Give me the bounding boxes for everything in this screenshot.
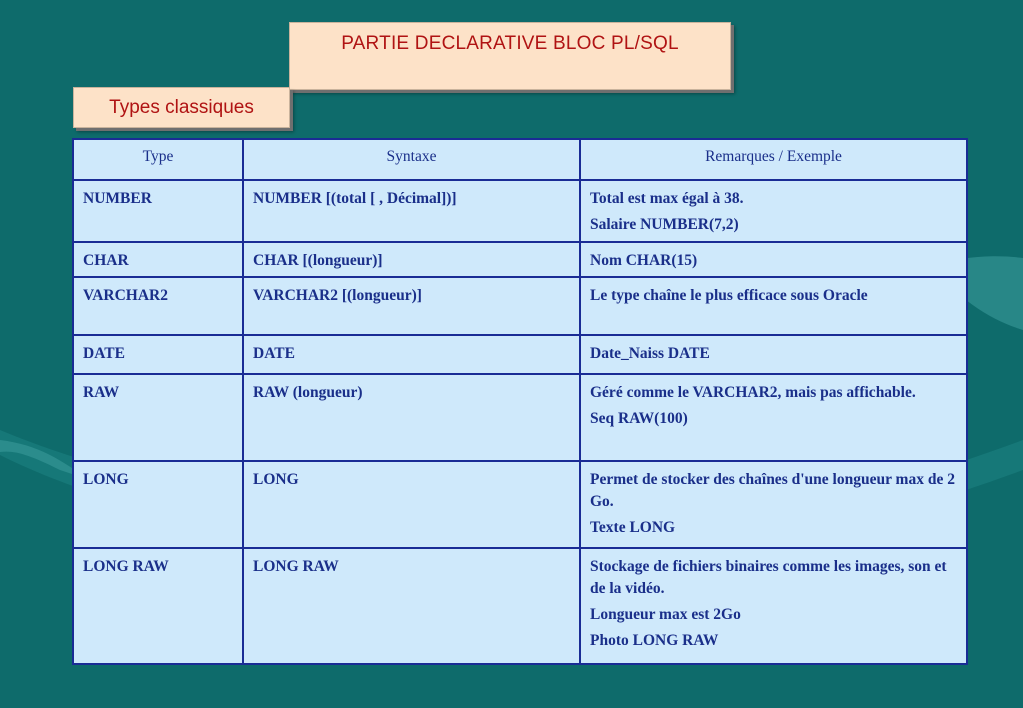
cell-type: VARCHAR2 xyxy=(73,277,243,335)
cell-remarks xyxy=(580,335,967,374)
table-row xyxy=(73,277,967,335)
types-table xyxy=(72,138,968,665)
table-row xyxy=(73,461,967,548)
table-row xyxy=(73,374,967,461)
cell-syntax: RAW (longueur) xyxy=(243,374,580,461)
section-label-box xyxy=(73,87,290,128)
cell-remarks xyxy=(580,277,967,335)
cell-type: CHAR xyxy=(73,242,243,277)
slide-title-box xyxy=(289,22,731,90)
remark-line: Stockage de fichiers binaires comme les images, son et de la vidéo. xyxy=(590,558,947,597)
remark-line: Photo LONG RAW xyxy=(590,632,719,649)
table-row xyxy=(73,180,967,242)
slide-title: PARTIE DECLARATIVE BLOC PL/SQL xyxy=(341,33,679,54)
cell-syntax: LONG RAW xyxy=(243,548,580,664)
cell-remarks xyxy=(580,374,967,461)
column-header-syntax: Syntaxe xyxy=(243,139,580,180)
column-header-type: Type xyxy=(73,139,243,180)
cell-type: LONG RAW xyxy=(73,548,243,664)
remark-line: Texte LONG xyxy=(590,519,676,536)
cell-remarks xyxy=(580,461,967,548)
remark-line: Géré comme le VARCHAR2, mais pas affichable. xyxy=(590,384,916,401)
cell-syntax: VARCHAR2 [(longueur)] xyxy=(243,277,580,335)
remark-line: Total est max égal à 38. xyxy=(590,190,744,207)
cell-syntax: NUMBER [(total [ , Décimal])] xyxy=(243,180,580,242)
remark-line: Nom CHAR(15) xyxy=(590,252,698,269)
cell-type: LONG xyxy=(73,461,243,548)
column-header-remarks: Remarques / Exemple xyxy=(580,139,967,180)
table-row xyxy=(73,242,967,277)
table-row xyxy=(73,548,967,664)
cell-syntax: LONG xyxy=(243,461,580,548)
section-label: Types classiques xyxy=(109,97,254,118)
remark-line: Le type chaîne le plus efficace sous Oracle xyxy=(590,287,868,304)
cell-remarks xyxy=(580,242,967,277)
cell-type: NUMBER xyxy=(73,180,243,242)
table-row xyxy=(73,335,967,374)
remark-line: Salaire NUMBER(7,2) xyxy=(590,216,739,233)
cell-syntax: CHAR [(longueur)] xyxy=(243,242,580,277)
remark-line: Permet de stocker des chaînes d'une longueur max de 2 Go. xyxy=(590,471,955,510)
remark-line: Longueur max est 2Go xyxy=(590,606,741,623)
cell-type: DATE xyxy=(73,335,243,374)
table-header-row xyxy=(73,139,967,180)
cell-remarks xyxy=(580,180,967,242)
cell-type: RAW xyxy=(73,374,243,461)
cell-remarks xyxy=(580,548,967,664)
remark-line: Date_Naiss DATE xyxy=(590,345,710,362)
cell-syntax: DATE xyxy=(243,335,580,374)
remark-line: Seq RAW(100) xyxy=(590,410,688,427)
